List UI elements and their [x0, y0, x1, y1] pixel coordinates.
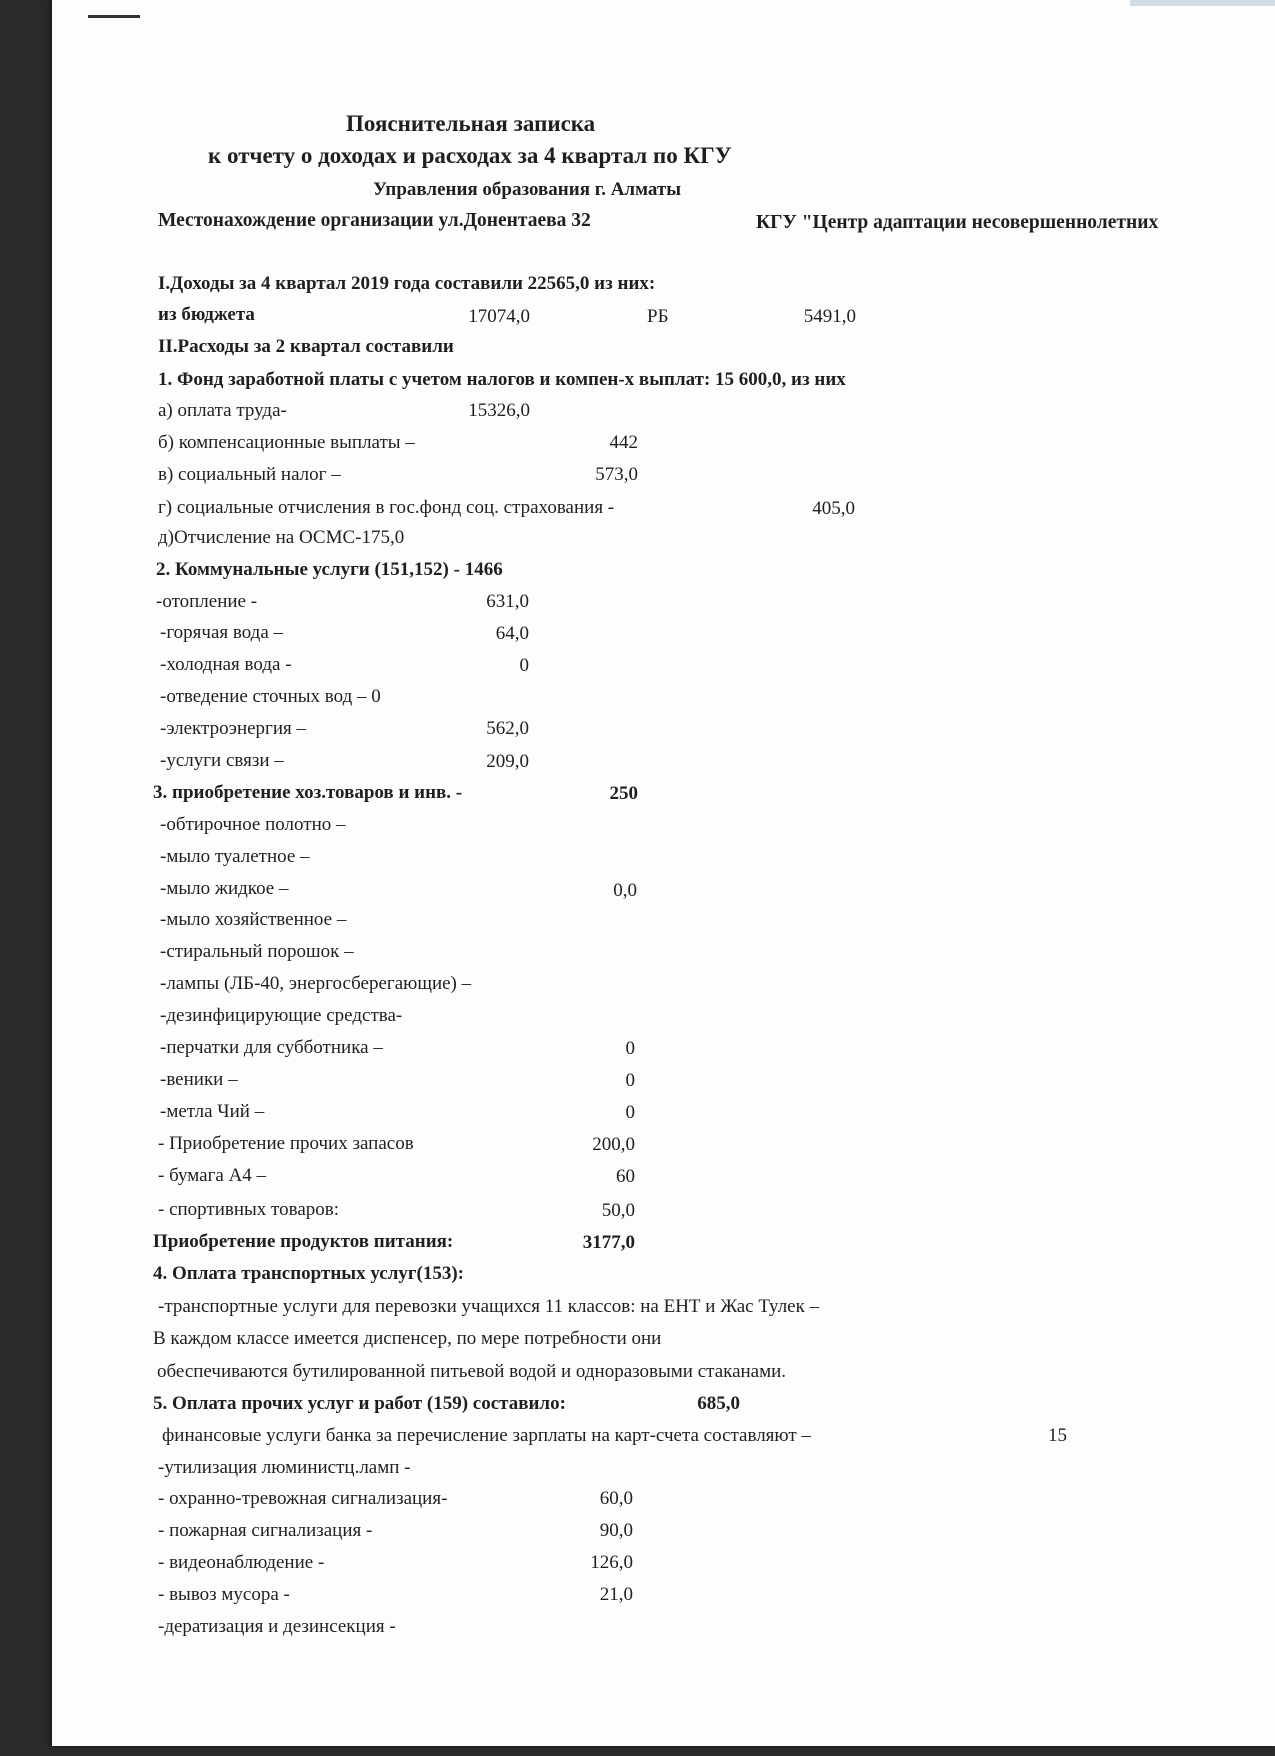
- list-item-label: -мыло хозяйственное –: [160, 909, 347, 930]
- list-item-label: -обтирочное полотно –: [160, 814, 346, 835]
- organization-location: Местонахождение организации ул.Донентаева 32: [158, 210, 591, 231]
- list-item-value: 60: [616, 1166, 635, 1187]
- document-page: [52, 0, 1275, 1746]
- list-item-label: -дезинфицирующие средства-: [160, 1005, 403, 1026]
- list-item-label: - спортивных товаров:: [158, 1199, 340, 1220]
- list-item-value: 64,0: [495, 623, 529, 644]
- list-item-value: 405,0: [812, 498, 855, 519]
- list-item-label: -стиральный порошок –: [160, 941, 354, 962]
- list-item-value: 0: [625, 1102, 635, 1123]
- scan-edge: [1130, 0, 1275, 6]
- list-item-label: д)Отчисление на ОСМС-175,0: [158, 527, 405, 548]
- budget-value: 17074,0: [468, 306, 530, 327]
- list-item-value: 50,0: [601, 1200, 635, 1221]
- transport-text: -транспортные услуги для перевозки учащихся 11 классов: на ЕНТ и Жас Тулек –: [158, 1296, 820, 1317]
- list-item-label: -холодная вода -: [160, 654, 292, 675]
- list-item-label: -горячая вода –: [160, 622, 284, 643]
- document-title: Пояснительная записка: [346, 111, 596, 136]
- list-item-value: 90,0: [599, 1520, 633, 1541]
- other-services-total: 685,0: [697, 1393, 740, 1414]
- organization-name: КГУ "Центр адаптации несовершеннолетних: [756, 212, 1159, 233]
- scan-mark: [88, 15, 140, 18]
- list-item-label: -отопление -: [156, 591, 258, 612]
- bank-services-label: финансовые услуги банка за перечисление зарплаты на карт-счета составляют –: [162, 1425, 811, 1446]
- list-item-label: -дератизация и дезинсекция -: [158, 1616, 396, 1637]
- list-item-value: 15326,0: [468, 400, 530, 421]
- list-item-value: 562,0: [486, 718, 529, 739]
- rb-label: РБ: [647, 306, 669, 327]
- list-item-label: - пожарная сигнализация -: [158, 1520, 373, 1541]
- list-item-value: 200,0: [592, 1134, 635, 1155]
- list-item-label: а) оплата труда-: [158, 400, 287, 421]
- list-item-label: -услуги связи –: [160, 750, 284, 771]
- list-item-label: г) социальные отчисления в гос.фонд соц. страхования -: [158, 497, 615, 518]
- list-item-label: -перчатки для субботника –: [160, 1037, 383, 1058]
- list-item-label: - бумага А4 –: [158, 1165, 267, 1186]
- payroll-heading: 1. Фонд заработной платы с учетом налогов и компен-х выплат: 15 600,0, из них: [158, 369, 846, 390]
- list-item-value: 0: [625, 1070, 635, 1091]
- list-item-label: -отведение сточных вод – 0: [160, 686, 381, 707]
- list-item-label: -утилизация люминистц.ламп -: [158, 1457, 411, 1478]
- household-heading: 3. приобретение хоз.товаров и инв. -: [153, 782, 463, 803]
- list-item-value: 442: [609, 432, 638, 453]
- food-label: Приобретение продуктов питания:: [153, 1231, 454, 1252]
- list-item-value: 573,0: [595, 464, 638, 485]
- list-item-label: -метла Чий –: [160, 1101, 265, 1122]
- utilities-heading: 2. Коммунальные услуги (151,152) - 1466: [156, 559, 503, 580]
- budget-label: из бюджета: [158, 304, 255, 325]
- transport-heading: 4. Оплата транспортных услуг(153):: [153, 1263, 464, 1284]
- list-item-label: б) компенсационные выплаты –: [158, 432, 415, 453]
- rb-value: 5491,0: [803, 306, 856, 327]
- list-item-value: 60,0: [599, 1488, 633, 1509]
- list-item-label: -мыло жидкое –: [160, 878, 289, 899]
- list-item-label: - Приобретение прочих запасов: [158, 1133, 414, 1154]
- transport-text: В каждом классе имеется диспенсер, по мере потребности они: [153, 1328, 662, 1349]
- other-services-heading: 5. Оплата прочих услуг и работ (159) составило:: [153, 1393, 566, 1414]
- list-item-value: 126,0: [590, 1552, 633, 1573]
- income-heading: I.Доходы за 4 квартал 2019 года составили 22565,0 из них:: [158, 273, 656, 294]
- list-item-value: 631,0: [486, 591, 529, 612]
- food-value: 3177,0: [582, 1232, 635, 1253]
- document-title-line-2: к отчету о доходах и расходах за 4 квартал по КГУ: [208, 143, 732, 168]
- list-item-label: -веники –: [160, 1069, 238, 1090]
- list-item-label: - охранно-тревожная сигнализация-: [158, 1488, 448, 1509]
- list-item-value: 21,0: [599, 1584, 633, 1605]
- transport-text: обеспечиваются бутилированной питьевой водой и одноразовыми стаканами.: [157, 1361, 787, 1382]
- household-total: 250: [609, 783, 638, 804]
- list-item-label: в) социальный налог –: [158, 464, 341, 485]
- list-item-label: - вывоз мусора -: [158, 1584, 290, 1605]
- list-item-value: 209,0: [486, 751, 529, 772]
- bank-services-value: 15: [1048, 1425, 1067, 1446]
- list-item-value: 0: [625, 1038, 635, 1059]
- list-item-label: - видеонаблюдение -: [158, 1552, 325, 1573]
- expenses-heading: II.Расходы за 2 квартал составили: [158, 336, 454, 357]
- list-item-value: 0: [519, 655, 529, 676]
- list-item-label: -мыло туалетное –: [160, 846, 310, 867]
- department-name: Управления образования г. Алматы: [373, 179, 682, 200]
- list-item-value: 0,0: [613, 880, 637, 901]
- list-item-label: -электроэнергия –: [160, 718, 307, 739]
- list-item-label: -лампы (ЛБ-40, энергосберегающие) –: [160, 973, 472, 994]
